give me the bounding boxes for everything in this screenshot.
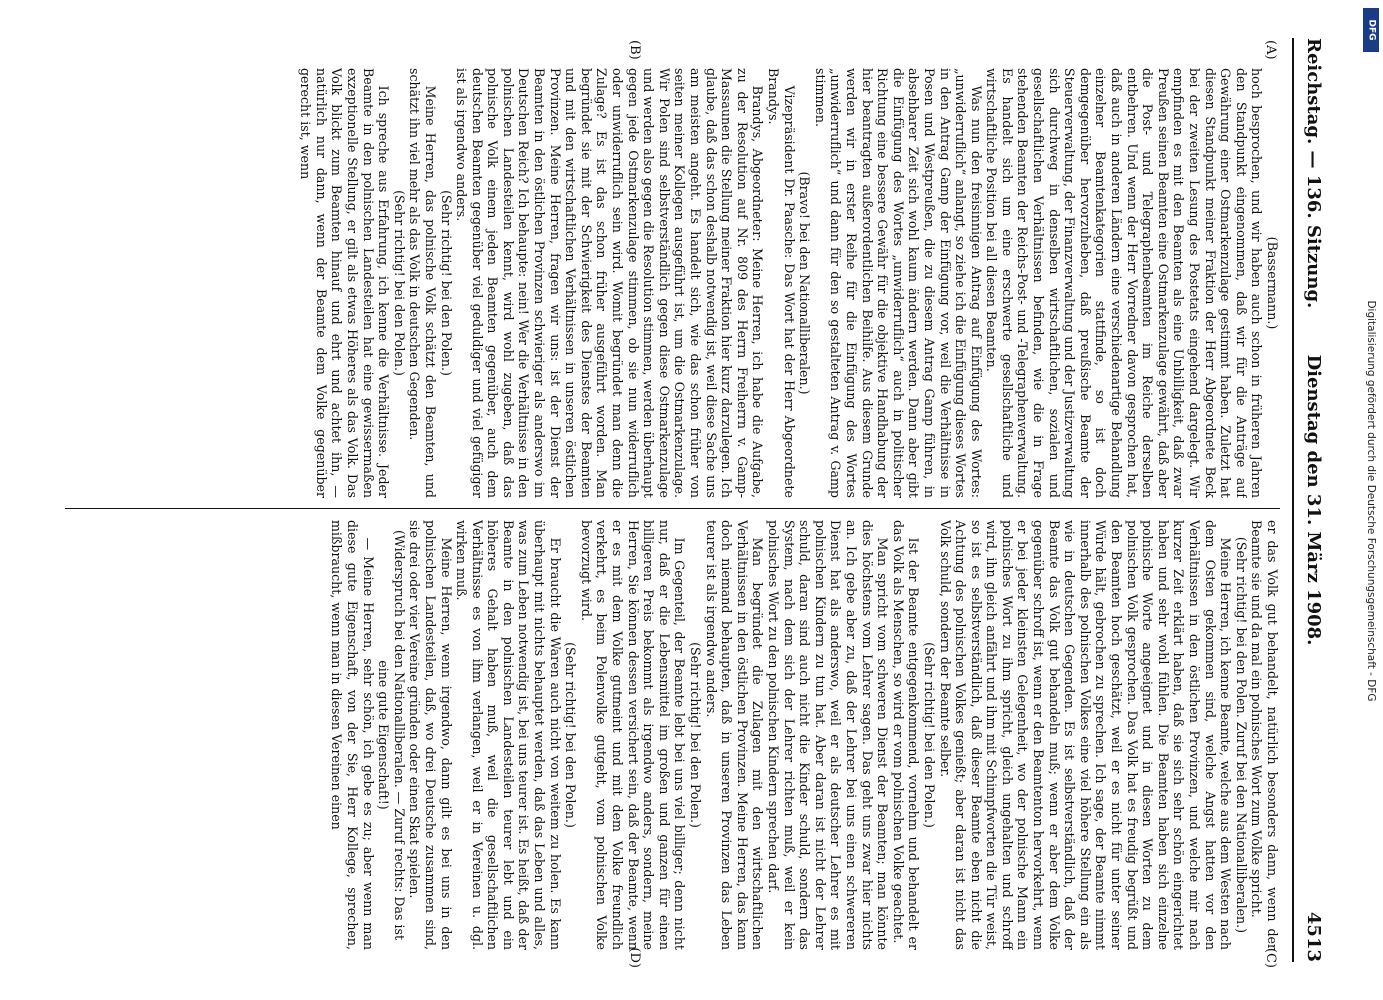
interjection: (Sehr richtig! bei den Polen.) (438, 190, 454, 376)
paragraph: Man begründet die Zulagen mit den wirtschaftlichen Verhältnissen in den östlichen Provinzen. Meine Herren, das kann doch niemand behaupten, daß in unseren Provinzen das Leben teurer ist als irgendwo anders. (703, 520, 765, 950)
interjection: (Sehr richtig! bei den Polen.) (921, 642, 937, 828)
margin-mark-d: (D) (626, 947, 642, 968)
paragraph: — Meine Herren, sehr schön, ich gebe es zu; aber wenn man diese gute Eigenschaft, von der Sie, Herr Kollege, sprechen, mißbraucht, wenn man in diesen Vereinen einen (328, 520, 376, 950)
paragraph: Brandys, Abgeordneter: Meine Herren, ich habe die Aufgabe, zu der Resolution auf Nr. 809 des Herrn Freiherrn v. Gamp-Massaunen die Stellung meiner Fraktion hier kurz darzulegen. Ich glaube, daß das schon deshalb notwendig ist, weil diese Sache uns am meisten angeht. Es handelt sich, wie das schon früher von seiten meiner Kollegen ausgeführt ist, um die Ostmarkenzulage. Wir Polen sind selbstverständlich gegen diese Ostmarkenzulage und werden also gegen die Resolution stimmen, werden überhaupt gegen jede Ostmarkenzulage stimmen, ob sie nun widerruflich oder unwiderruflich sein wird. Womit begründet man denn die Zulage? Es ist das schon früher ausgeführt worden. Man begründet sie mit der Schwierigkeit des Dienstes der Beamten und mit den wirtschaftlichen Verhältnissen in unseren östlichen Provinzen. Meine Herren, fragen wir uns: ist der Dienst der Beamten in den östlichen Provinzen schwieriger als anderswo im Deutschen Reich? Ich behaupte: nein! Wer die Verhältnisse in den polnischen Landesteilen kennt, wird wohl zugeben, daß das polnische Volk einem jeden Beamten gegenüber, auch dem deutschen Beamten gegenüber viel geduldiger und viel gefügiger ist als irgendwo anders. (453, 68, 765, 498)
paragraph: Meine Herren, ich kenne Beamte, welche aus dem Westen nach dem Osten gekommen sind, welche Angst hatten vor den Verhältnissen in den östlichen Provinzen, und welche mir nach kurzer Zeit erklärt haben, daß sie sich sehr schön eingerichtet haben und sehr wohl fühlen. Die Beamten haben sich einzelne polnische Worte angeeignet und in diesen Worten zu dem polnischen Volk gesprochen. Das Volk hat es freudig begrüßt und den Beamten hoch geschätzt, weil er es nicht für unter seiner Würde hält, gebrochen zu sprechen. Ich sage, der Beamte nimmt innerhalb des polnischen Volkes eine viel höhere Stellung ein als wie in deutschen Gegenden. Es ist selbstverständlich, daß der Beamte das Volk gut behandeln muß; wenn er aber dem Volke gegenüber schroff ist, wenn er den Beamtenton hervorkehrt, wenn er bei jeder kleinsten Gelegenheit, wo der polnische Mann ein polnisches Wort zu ihm spricht, gleich ungehalten und schroff wird, ihn gleich anfährt und ihm mit Schimpfworten die Tür weist, so ist es selbstverständlich, daß dieser Beamte eben nicht die Achtung des polnischen Volkes genießt; aber daran ist nicht das Volk schuld, sondern der Beamte selber. (937, 520, 1233, 950)
paragraph: Was nun den freisinnigen Antrag auf Einfügung des Wortes: „unwiderruflich“ anlangt, so ziehe ich die Einfügung dieses Wortes in den Antrag Gamp der Einfügung vor, weil die Verhältnisse in Posen und Westpreußen, die zu diesem Antrag Gamp führen, in absehbarer Zeit sich wohl kaum ändern werden. Dann aber gibt die Einfügung des Wortes „unwiderruflich“ auch in politischer Richtung eine bessere Gewähr für die objektive Handhabung der hier beantragten außerordentlichen Beihilfe. Aus diesem Grunde werden wir in erster Reihe für die Einfügung des Wortes „unwiderruflich“ und dann für den so gestalteten Antrag v. Gamp stimmen. (812, 68, 984, 498)
header-date: Dienstag den 31. März 1908. (1302, 354, 1324, 646)
interjection: (Sehr richtig! bei den Polen.) (391, 190, 407, 376)
interjection: (Bravo! bei den Nationalliberalen.) (796, 171, 812, 395)
paragraph: Meine Herren, das polnische Volk schätzt den Beamten, und schätzt ihn viel mehr als das Volk in deutschen Gegenden. (406, 68, 438, 498)
paragraph: hoch besprochen, und wir haben auch schon in früheren Jahren den Standpunkt eingenommen, daß wir für die Anträge auf Gewährung einer Ostmarkenzulage gestimmt haben. Zuletzt hat diesen Standpunkt meiner Fraktion der Herr Abgeordnete Beck bei der zweiten Lesung des Postetats eingehend dargelegt. Wir empfinden es mit den Beamten als eine Unbilligkeit, daß zwar Preußen seinen Beamten eine Ostmarkenzulage gewährt, daß aber die Post- und Telegraphenbeamten im Reiche derselben entbehren. Und wenn der Herr Vorredner davon gesprochen hat, daß auch in anderen Ländern eine verschiedenartige Behandlung einzelner Beamtenkategorien stattfinde, so ist doch demgegenüber hervorzuheben, daß preußische Beamte der Steuerverwaltung, der Finanzverwaltung und der Justizverwaltung sich durchweg in denselben wirtschaftlichen, sozialen und gesellschaftlichen Verhältnissen befinden, wie die in Frage stehenden Beamten der Reichs-Post- und -Telegraphenverwaltung. Es handelt sich um eine erschwerte gesellschaftliche und wirtschaftliche Position bei all diesen Beamten. (983, 68, 1264, 498)
paragraph: Meine Herren, wenn irgendwo, dann gilt es bei uns in den polnischen Landesteilen, daß, wo drei Deutsche zusammen sind, sie drei oder vier Vereine gründen oder einen Skat spielen. (406, 520, 454, 950)
paragraph: Man spricht vom schweren Dienst der Beamten; man könnte dies höchstens vom Lehrer sagen. Das geht uns zwar hier nichts an. Ich gebe aber zu, daß der Lehrer bei uns einen schwereren Dienst hat als anderswo, weil er als deutscher Lehrer es mit polnischen Kindern zu tun hat. Aber daran ist nicht der Lehrer schuld, daran sind auch nicht die Kinder schuld, sondern das System, nach dem sich der Lehrer richten muß, weil er kein polnisches Wort zu den polnischen Kindern sprechen darf. (765, 520, 890, 950)
page-header (1296, 38, 1324, 962)
digitization-stamp (1361, 6, 1381, 996)
interjection: (Sehr richtig! bei den Polen. Zuruf bei den Nationalliberalen.) (1233, 536, 1249, 934)
speaker-marker: (Bassermann.) (1264, 236, 1280, 330)
column-separator (65, 508, 1280, 509)
interjection: (Sehr richtig! bei den Polen.) (562, 642, 578, 828)
interjection: (Sehr richtig! bei den Polen.) (687, 642, 703, 828)
interjection: (Widerspruch bei den Nationalliberalen. — Zuruf rechts: Das ist eine gute Eigenschaft!) (375, 529, 407, 941)
right-column (65, 520, 1280, 950)
paragraph: Im Gegenteil, der Beamte lebt bei uns viel billiger; denn nicht nur, daß er die Lebensmittel im großen und ganzen für einen billigeren Preis bekommt als irgendwo anders, sondern, meine Herren, Sie können dessen versichert sein, daß der Beamte, wenn er es mit dem Volke gutmeint und mit dem Volke freundlich verkehrt, es beim Polenvolke gutgeht, vom polnischen Volke bevorzugt wird. (578, 520, 687, 950)
page-number: 4513 (1302, 911, 1324, 962)
margin-mark-a: (A) (1262, 40, 1278, 60)
paragraph: Vizepräsident Dr. Paasche: Das Wort hat der Herr Abgeordnete Brandys. (765, 68, 797, 498)
left-column (65, 68, 1280, 498)
paragraph: Ist der Beamte entgegenkommend, vornehm und behandelt er das Volk als Menschen, so wird er vom polnischen Volke geachtet. (890, 520, 921, 950)
digitization-note: Digitalisierung gefördert durch die Deutsche Forschungsgemeinschaft - DFG (1365, 300, 1377, 702)
header-rule (1292, 38, 1294, 962)
newspaper-page (42, 20, 1342, 980)
header-left: Reichstag. — 136. Sitzung. (1302, 38, 1324, 309)
dfg-logo-text: DFG (1366, 19, 1377, 41)
paragraph: Ich spreche aus Erfahrung, ich kenne die Verhältnisse. Jeder Beamte in den polnischen Landesteilen hat eine gewissermaßen exzeptionelle Stellung, er gilt als etwas Höheres als das Volk. Das Volk blickt zum Beamten hinauf und ehrt und achtet ihn, — natürlich nur dann, wenn der Beamte dem Volke gegenüber gerecht ist, wenn (297, 68, 391, 498)
paragraph: Er braucht die Waren auch nicht von weitem zu holen. Es kann überhaupt mit nichts behauptet werden, daß das Leben und alles, was zum Leben notwendig ist, bei uns teurer ist. Es heißt, daß der Beamte in den polnischen Landesteilen teurer lebt und ein höheres Gehalt haben muß, weil die gesellschaftlichen Verhältnisse es von ihm verlangen, weil er in Vereinen u. dgl. wirken muß. (453, 520, 563, 950)
paragraph: er das Volk gut behandelt, natürlich besonders dann, wenn der Beamte sie und da mal ein polnisches Wort zum Volke spricht. (1248, 520, 1280, 950)
margin-mark-b: (B) (626, 40, 642, 60)
margin-mark-c: (C) (1262, 947, 1278, 968)
